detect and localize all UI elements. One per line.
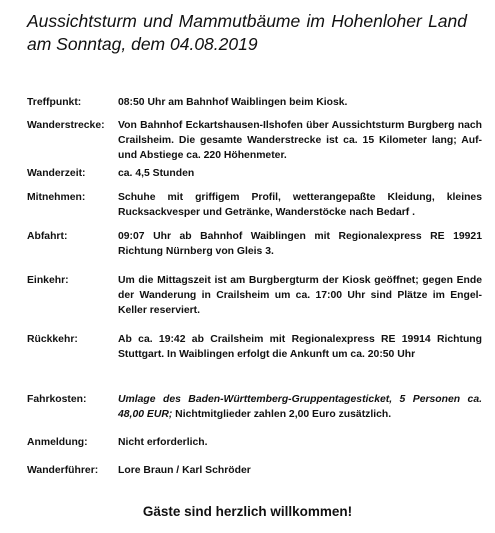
value-wanderfuehrer: Lore Braun / Karl Schröder bbox=[118, 465, 251, 476]
value-rueckkehr: Ab ca. 19:42 ab Crailsheim mit Regionalexpress RE 19914 Richtung Stuttgart. In Waiblingen erfolgt die Ankunft um ca. 20:50 Uhr bbox=[118, 334, 482, 360]
label-treffpunkt: Treffpunkt: bbox=[27, 97, 82, 108]
label-wanderzeit: Wanderzeit: bbox=[27, 168, 86, 179]
label-fahrkosten: Fahrkosten: bbox=[27, 394, 87, 405]
value-fahrkosten-italic: Umlage des Baden-Württemberg-Gruppentagesticket, 5 Personen ca. 48,00 EUR; bbox=[118, 394, 482, 420]
label-wanderfuehrer: Wanderführer: bbox=[27, 465, 99, 476]
value-fahrkosten bbox=[118, 392, 482, 422]
value-wanderzeit: ca. 4,5 Stunden bbox=[118, 168, 195, 179]
value-fahrkosten-rest: Nichtmitglieder zahlen 2,00 Euro zusätzlich. bbox=[172, 409, 392, 420]
label-einkehr: Einkehr: bbox=[27, 275, 69, 286]
label-abfahrt: Abfahrt: bbox=[27, 231, 68, 242]
value-anmeldung: Nicht erforderlich. bbox=[118, 437, 208, 448]
value-mitnehmen: Schuhe mit griffigem Profil, wetterangepaßte Kleidung, kleines Rucksackvesper und Getränke, Wanderstöcke nach Bedarf . bbox=[118, 192, 482, 218]
flyer-title: Aussichtsturm und Mammutbäume im Hohenloher Land am Sonntag, dem 04.08.2019 bbox=[27, 11, 467, 54]
value-abfahrt: 09:07 Uhr ab Bahnhof Waiblingen mit Regionalexpress RE 19921 Richtung Nürnberg von Gleis 3. bbox=[118, 231, 482, 257]
value-einkehr: Um die Mittagszeit ist am Burgbergturm der Kiosk geöffnet; gegen Ende der Wanderung in Crailsheim um ca. 17:00 Uhr sind Plätze im Engel-Keller reserviert. bbox=[118, 275, 482, 316]
label-wanderstrecke: Wanderstrecke: bbox=[27, 120, 105, 131]
label-rueckkehr: Rückkehr: bbox=[27, 334, 78, 345]
label-anmeldung: Anmeldung: bbox=[27, 437, 88, 448]
value-treffpunkt: 08:50 Uhr am Bahnhof Waiblingen beim Kiosk. bbox=[118, 97, 348, 108]
closing-text: Gäste sind herzlich willkommen! bbox=[142, 504, 353, 519]
label-mitnehmen: Mitnehmen: bbox=[27, 192, 86, 203]
value-wanderstrecke: Von Bahnhof Eckartshausen-Ilshofen über Aussichtsturm Burgberg nach Crailsheim. Die gesamte Wanderstrecke ist ca. 15 Kilometer lang; Auf- und Abstiege ca. 220 Höhenmeter. bbox=[118, 120, 482, 161]
